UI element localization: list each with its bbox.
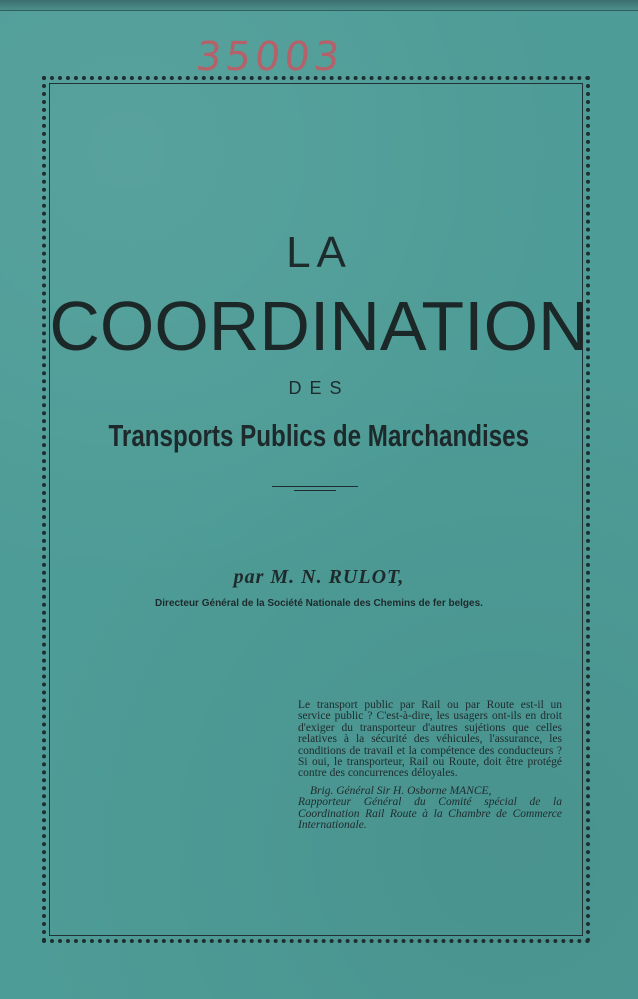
quote-text: Le transport public par Rail ou par Route est-il un service public ? C'est-à-dire, les usagers ont-ils en droit d'exiger du transporteur d'autres sujétions que celles relatives à la sécurité des véhicules, l'assurance, les conditions de travail et la compétence des conducteurs ? Si oui, le transporteur, Rail ou Route, doit être protégé contre des concurrences déloyales. xyxy=(298,699,562,780)
title-article: LA xyxy=(286,228,352,277)
main-title: COORDINATION xyxy=(49,287,589,365)
page-edge-strip xyxy=(0,0,638,11)
quote-attribution xyxy=(298,786,562,832)
attribution-name: Brig. Général Sir H. Osborne MANCE, xyxy=(310,784,492,797)
title-preposition: DES xyxy=(288,378,350,398)
title-ornament-rule xyxy=(272,486,358,492)
author-role: Directeur Général de la Société Nationale des Chemins de fer belges. xyxy=(155,598,483,609)
epigraph-quote xyxy=(298,700,562,831)
subtitle: Transports Publics de Marchandises xyxy=(108,418,530,453)
author-line: par M. N. RULOT, xyxy=(233,566,405,588)
attribution-role: Rapporteur Général du Comité spécial de la Coordination Rail Route à la Chambre de Commerce Internationale. xyxy=(298,796,562,832)
handwritten-catalog-number: 35003 xyxy=(193,34,346,80)
